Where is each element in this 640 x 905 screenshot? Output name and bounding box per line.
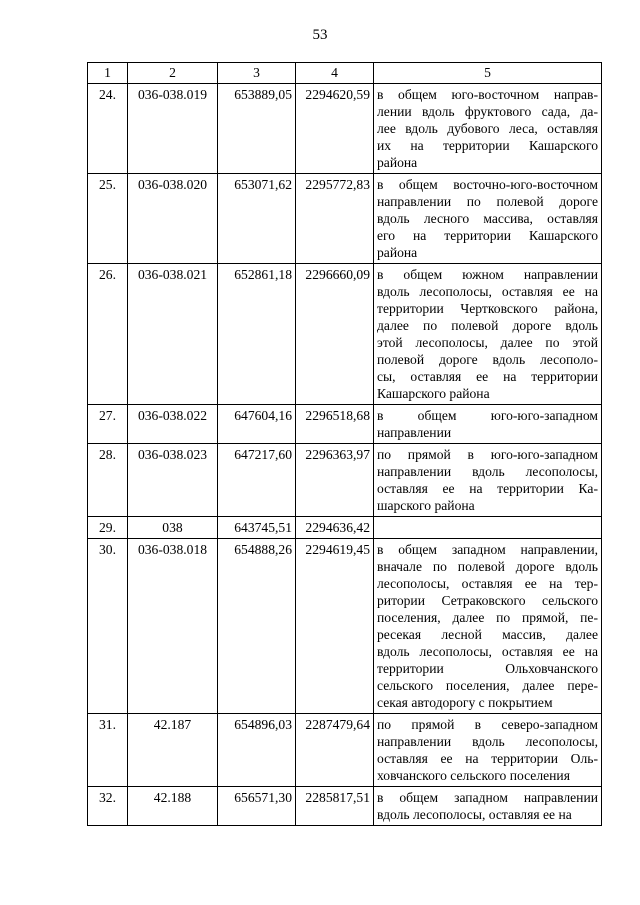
description-line: секая автодорогу с покрытием — [377, 695, 553, 710]
table-row — [88, 264, 602, 405]
description-line: вдоль лесополосы, оставляя ее на — [377, 284, 598, 299]
y-coordinate-cell: 2296363,97 — [296, 444, 374, 517]
x-coordinate-cell: 654888,26 — [218, 539, 296, 714]
point-number-cell: 31. — [88, 714, 128, 787]
table-row — [88, 787, 602, 826]
description-line: направлении вдоль лесополосы, — [377, 734, 598, 749]
point-number-cell: 28. — [88, 444, 128, 517]
point-number-cell: 25. — [88, 174, 128, 264]
header-cell-2: 2 — [128, 63, 218, 84]
description-cell — [374, 174, 602, 264]
description-line: по прямой в юго-юго-западном — [377, 447, 598, 462]
x-coordinate-cell: 647217,60 — [218, 444, 296, 517]
table-row — [88, 405, 602, 444]
table-row — [88, 174, 602, 264]
description-line: лении вдоль фруктового сада, да- — [377, 104, 598, 119]
point-code-cell: 036-038.021 — [128, 264, 218, 405]
description-line: лесополосы, оставляя ее на тер- — [377, 576, 598, 591]
header-cell-1: 1 — [88, 63, 128, 84]
description-line: сы, оставляя ее на территории — [377, 369, 598, 384]
description-line: направлении по полевой дороге — [377, 194, 598, 209]
table-row — [88, 444, 602, 517]
description-line: вначале по полевой дороге вдоль — [377, 559, 598, 574]
table-body — [88, 84, 602, 826]
description-line: направлении — [377, 425, 452, 440]
description-line: ритории Сетраковского сельского — [377, 593, 598, 608]
table-row — [88, 517, 602, 539]
x-coordinate-cell: 653071,62 — [218, 174, 296, 264]
description-line: территории Чертковского района, — [377, 301, 598, 316]
point-number-cell: 32. — [88, 787, 128, 826]
point-number-cell: 27. — [88, 405, 128, 444]
header-cell-3: 3 — [218, 63, 296, 84]
description-cell — [374, 539, 602, 714]
description-cell — [374, 84, 602, 174]
y-coordinate-cell: 2296518,68 — [296, 405, 374, 444]
point-code-cell: 036-038.018 — [128, 539, 218, 714]
point-number-cell: 29. — [88, 517, 128, 539]
description-line: в общем восточно-юго-восточном — [377, 177, 598, 192]
description-line: оставляя ее на территории Оль- — [377, 751, 598, 766]
description-line: ресекая лесной массив, далее — [377, 627, 598, 642]
description-line: оставляя ее на территории Ка- — [377, 481, 598, 496]
x-coordinate-cell: 647604,16 — [218, 405, 296, 444]
point-code-cell: 42.187 — [128, 714, 218, 787]
description-line: Кашарского района — [377, 386, 490, 401]
description-cell — [374, 517, 602, 539]
description-line: территории Ольховчанского — [377, 661, 598, 676]
description-cell — [374, 787, 602, 826]
point-code-cell: 038 — [128, 517, 218, 539]
x-coordinate-cell: 653889,05 — [218, 84, 296, 174]
point-code-cell: 036-038.019 — [128, 84, 218, 174]
description-line: шарского района — [377, 498, 475, 513]
header-row — [88, 63, 602, 84]
description-cell — [374, 405, 602, 444]
description-line: вдоль лесного массива, оставляя — [377, 211, 598, 226]
y-coordinate-cell: 2294636,42 — [296, 517, 374, 539]
description-line: далее по полевой дороге вдоль — [377, 318, 598, 333]
description-line: ховчанского сельского поселения — [377, 768, 570, 783]
description-line: по прямой в северо-западном — [377, 717, 598, 732]
x-coordinate-cell: 656571,30 — [218, 787, 296, 826]
point-code-cell: 036-038.022 — [128, 405, 218, 444]
point-number-cell: 26. — [88, 264, 128, 405]
description-line: в общем западном направлении, — [377, 542, 598, 557]
y-coordinate-cell: 2296660,09 — [296, 264, 374, 405]
description-line: полевой дороге вдоль лесополо- — [377, 352, 598, 367]
x-coordinate-cell: 652861,18 — [218, 264, 296, 405]
page-number: 53 — [312, 27, 328, 43]
description-cell — [374, 264, 602, 405]
header-cell-5: 5 — [374, 63, 602, 84]
description-line: лее вдоль дубового леса, оставляя — [377, 121, 598, 136]
y-coordinate-cell: 2294620,59 — [296, 84, 374, 174]
point-code-cell: 036-038.023 — [128, 444, 218, 517]
point-code-cell: 42.188 — [128, 787, 218, 826]
description-line: направлении вдоль лесополосы, — [377, 464, 598, 479]
description-line: его на территории Кашарского — [377, 228, 598, 243]
description-cell — [374, 714, 602, 787]
x-coordinate-cell: 654896,03 — [218, 714, 296, 787]
table-row — [88, 539, 602, 714]
description-line: в общем западном направлении — [377, 790, 598, 805]
description-line: вдоль лесополосы, оставляя ее на — [377, 807, 572, 822]
description-line: сельского поселения, далее пере- — [377, 678, 598, 693]
boundary-table — [87, 62, 602, 826]
description-line: в общем южном направлении — [377, 267, 598, 282]
description-line: в общем юго-юго-западном — [377, 408, 598, 423]
description-cell — [374, 444, 602, 517]
description-line: района — [377, 245, 418, 260]
description-line: вдоль лесополосы, оставляя ее на — [377, 644, 598, 659]
x-coordinate-cell: 643745,51 — [218, 517, 296, 539]
table-row — [88, 714, 602, 787]
y-coordinate-cell: 2287479,64 — [296, 714, 374, 787]
description-line: поселения, далее по прямой, пе- — [377, 610, 598, 625]
y-coordinate-cell: 2285817,51 — [296, 787, 374, 826]
description-line: этой лесополосы, далее по этой — [377, 335, 598, 350]
y-coordinate-cell: 2294619,45 — [296, 539, 374, 714]
point-number-cell: 30. — [88, 539, 128, 714]
point-code-cell: 036-038.020 — [128, 174, 218, 264]
header-cell-4: 4 — [296, 63, 374, 84]
table-row — [88, 84, 602, 174]
description-line: района — [377, 155, 418, 170]
y-coordinate-cell: 2295772,83 — [296, 174, 374, 264]
description-line: в общем юго-восточном направ- — [377, 87, 598, 102]
point-number-cell: 24. — [88, 84, 128, 174]
description-line: их на территории Кашарского — [377, 138, 598, 153]
